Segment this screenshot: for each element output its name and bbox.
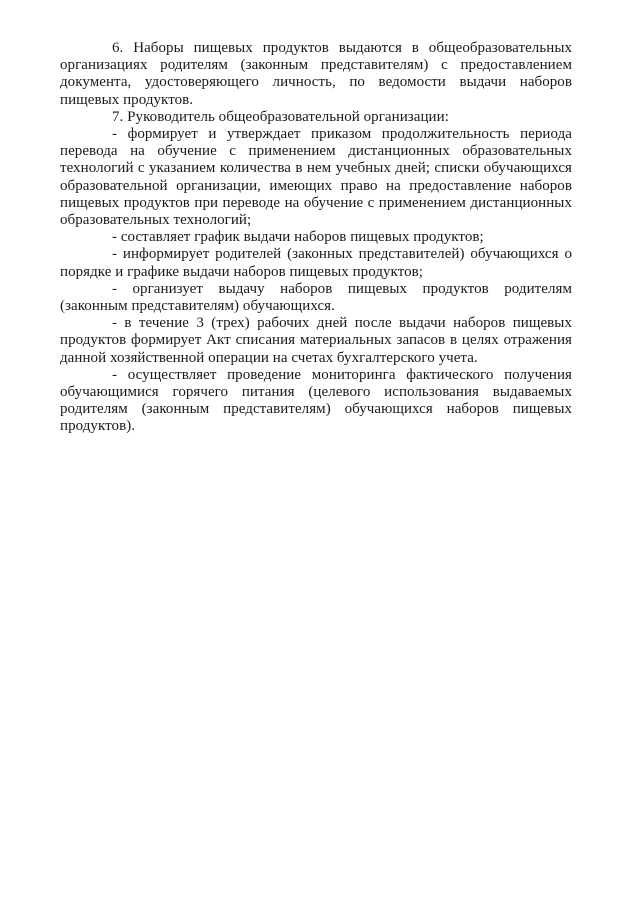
list-item-monitoring: - осуществляет проведение мониторинга фактического получения обучающимися горячего питания (целевого использования выдаваемых родителям (законным представителям) обучающихся наборов пищевых продуктов).	[60, 366, 572, 435]
list-item-write-off-act: - в течение 3 (трех) рабочих дней после выдачи наборов пищевых продуктов формирует Акт списания материальных запасов в целях отражения данной хозяйственной операции на счетах бухгалтерского учета.	[60, 315, 572, 366]
list-item-informs-parents: - информирует родителей (законных представителей) обучающихся о порядке и графике выдачи наборов пищевых продуктов;	[60, 246, 572, 280]
paragraph-7-heading: 7. Руководитель общеобразовательной организации:	[112, 108, 449, 125]
list-item-approves-schedule: - формирует и утверждает приказом продолжительность периода перевода на обучение с применением дистанционных образовательных технологий с указанием количества в нем учебных дней; списки обучающихся образовательной организации, имеющих право на предоставление наборов пищевых продуктов при переводе на обучение с применением дистанционных образовательных технологий;	[60, 126, 572, 229]
document-body	[60, 40, 572, 436]
paragraph-6-food-sets-issuance: 6. Наборы пищевых продуктов выдаются в общеобразовательных организациях родителям (законным представителям) с предоставлением документа, удостоверяющего личность, по ведомости выдачи наборов пищевых продуктов.	[60, 40, 572, 108]
list-item-organizes-issuance: - организует выдачу наборов пищевых продуктов родителям (законным представителям) обучающихся.	[60, 280, 572, 315]
list-item-issuance-schedule: - составляет график выдачи наборов пищевых продуктов;	[112, 229, 484, 246]
